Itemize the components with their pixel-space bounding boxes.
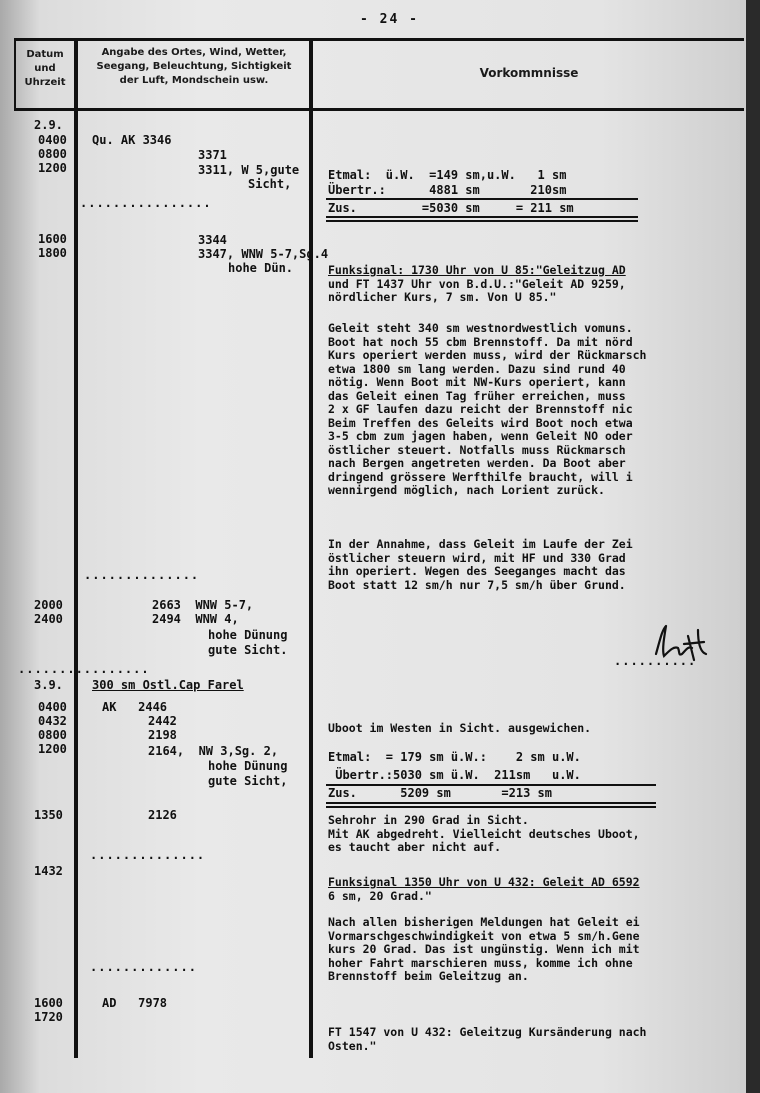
periscope-line3: es taucht aber nicht auf.	[328, 840, 502, 854]
ft-1547-entry	[328, 1026, 647, 1053]
ft-line2: Osten."	[328, 1038, 377, 1053]
periscope-line2: Mit AK abgedreht. Vielleicht deutsches Uboot,	[328, 826, 640, 841]
funksignal-2-line1: Funksignal 1350 Uhr von U 432: Geleit AD 6592	[328, 875, 640, 889]
dot-leader-5: .............	[90, 960, 197, 974]
periscope-line1: Sehrohr in 290 Grad in Sicht.	[328, 813, 529, 827]
place-17: hohe Dünung	[208, 759, 288, 773]
place-7: hohe Dün.	[228, 261, 294, 275]
place-12: 300 sm Ostl.Cap Farel	[92, 678, 244, 692]
place-2: 3371	[198, 148, 227, 162]
dot-leader-2: ..............	[84, 568, 200, 582]
time-1720: 1720	[34, 1010, 63, 1024]
header-date-line3: Uhrzeit	[24, 77, 66, 88]
etmal-1-line2: Übertr.: 4881 sm 210sm	[328, 183, 567, 197]
assume-line2: östlicher steuern wird, mit HF und 330 Grad	[328, 550, 626, 565]
place-11: gute Sicht.	[208, 643, 288, 657]
place-4: Sicht,	[248, 177, 292, 191]
etmal-1-line3: Zus. =5030 sm = 211 sm	[328, 201, 574, 215]
dot-leader-1: ................	[80, 196, 212, 210]
table-top-rule	[14, 38, 744, 41]
place-10: hohe Dünung	[208, 628, 288, 642]
signature-dots: ..........	[614, 654, 697, 668]
time-0432: 0432	[38, 714, 67, 728]
date-2-9: 2.9.	[34, 118, 63, 132]
place-6: 3347, WNW 5-7,Sg.4	[198, 247, 329, 261]
periscope-entry	[328, 814, 640, 855]
place-20: AD 7978	[102, 996, 168, 1010]
funksignal-2	[328, 876, 640, 903]
time-0800: 0800	[38, 147, 67, 161]
header-place	[80, 46, 308, 88]
time-1200: 1200	[38, 161, 67, 175]
header-date-line2: und	[34, 63, 56, 74]
fuel-line8: Beim Treffen des Geleits wird Boot noch etwa	[328, 415, 633, 430]
etmal-2-double-rule-b	[326, 806, 656, 808]
col-divider-1	[74, 38, 78, 1058]
paragraph-assumption	[328, 538, 633, 592]
time-0400: 0400	[38, 133, 67, 147]
ft-line1: FT 1547 von U 432: Geleitzug Kursänderung nach	[328, 1025, 647, 1039]
assume-line4: Boot statt 12 sm/h nur 7,5 sm/h über Grund.	[328, 577, 626, 592]
speed-line1: Nach allen bisherigen Meldungen hat Geleit ei	[328, 915, 640, 929]
place-9: 2494 WNW 4,	[152, 612, 239, 626]
header-events: Vorkommnisse	[479, 66, 579, 80]
place-5: 3344	[198, 233, 227, 247]
fuel-line1: Geleit steht 340 sm westnordwestlich vomuns.	[328, 321, 633, 335]
time-2400: 2400	[34, 612, 63, 626]
place-8: 2663 WNW 5-7,	[152, 598, 254, 612]
etmal-2-line2: Übertr.:5030 sm ü.W. 211sm u.W.	[328, 768, 581, 782]
header-date-line1: Datum	[26, 49, 64, 60]
time-2000: 2000	[34, 598, 63, 612]
time-1350: 1350	[34, 808, 63, 822]
fuel-line3: Kurs operiert werden muss, wird der Rückmarsch	[328, 348, 647, 362]
place-15: 2198	[148, 728, 177, 742]
funksignal-2-line2: 6 sm, 20 Grad."	[328, 888, 432, 903]
fuel-line7: 2 x GF laufen dazu reicht der Brennstoff nic	[328, 402, 633, 416]
speed-line2: Vormarschgeschwindigkeit von etwa 5 sm/h.Gene	[328, 928, 640, 943]
place-19: 2126	[148, 808, 177, 822]
fuel-line11: nach Bergen angetreten werden. Da Boot aber	[328, 456, 626, 470]
header-place-line1: Angabe des Ortes, Wind, Wetter,	[101, 47, 287, 58]
date-3-9: 3.9.	[34, 678, 63, 692]
assume-line3: ihn operiert. Wegen des Seeganges macht das	[328, 564, 626, 578]
funksignal-1	[328, 264, 626, 305]
etmal-1-double-rule-b	[326, 220, 638, 222]
etmal-1-rule	[326, 198, 638, 200]
header-bottom-rule	[14, 108, 744, 111]
time-0400b: 0400	[38, 700, 67, 714]
assume-line1: In der Annahme, dass Geleit im Laufe der Zei	[328, 537, 633, 551]
dot-leader-3: ................	[18, 662, 150, 676]
fuel-line5: nötig. Wenn Boot mit NW-Kurs operiert, kann	[328, 375, 626, 389]
etmal-1-line1: Etmal: ü.W. =149 sm,u.W. 1 sm	[328, 168, 567, 182]
speed-line3: kurs 20 Grad. Das ist ungünstig. Wenn ich mit	[328, 942, 640, 956]
fuel-line2: Boot hat noch 55 cbm Brennstoff. Da mit nörd	[328, 334, 633, 349]
dot-leader-4: ..............	[90, 848, 206, 862]
fuel-line4: etwa 1800 sm lang werden. Dazu sind rund 40	[328, 361, 626, 376]
uboot-sighting: Uboot im Westen in Sicht. ausgewichen.	[328, 721, 592, 735]
place-16: 2164, NW 3,Sg. 2,	[148, 744, 279, 758]
time-1200b: 1200	[38, 742, 67, 756]
speed-line4: hoher Fahrt marschieren muss, komme ich ohne	[328, 955, 633, 970]
header-place-line3: der Luft, Mondschein usw.	[119, 75, 269, 86]
etmal-1-double-rule-a	[326, 216, 638, 218]
paragraph-speed	[328, 916, 640, 984]
fuel-line10: östlicher steuert. Notfalls muss Rückmarsch	[328, 442, 626, 457]
place-1: Qu. AK 3346	[92, 133, 172, 147]
place-3: 3311, W 5,gute	[198, 163, 300, 177]
place-18: gute Sicht,	[208, 774, 288, 788]
page-number: - 24 -	[360, 12, 419, 27]
funksignal-1-line3: nördlicher Kurs, 7 sm. Von U 85."	[328, 290, 557, 304]
etmal-2-line3: Zus. 5209 sm =213 sm	[328, 786, 552, 800]
header-place-line2: Seegang, Beleuchtung, Sichtigkeit	[96, 61, 292, 72]
header-date	[16, 48, 74, 90]
etmal-2-double-rule-a	[326, 802, 656, 804]
etmal-2-line1: Etmal: = 179 sm ü.W.: 2 sm u.W.	[328, 750, 581, 764]
time-0800b: 0800	[38, 728, 67, 742]
place-14: 2442	[148, 714, 177, 728]
fuel-line9: 3-5 cbm zum jagen haben, wenn Geleit NO oder	[328, 429, 633, 443]
funksignal-1-line1: Funksignal: 1730 Uhr von U 85:"Geleitzug AD	[328, 263, 626, 277]
col-divider-2	[309, 38, 313, 1058]
speed-line5: Brennstoff beim Geleitzug an.	[328, 969, 529, 983]
fuel-line6: das Geleit einen Tag früher erreichen, muss	[328, 388, 626, 403]
paragraph-fuel	[328, 322, 647, 498]
funksignal-1-line2: und FT 1437 Uhr von B.d.U.:"Geleit AD 9259,	[328, 276, 626, 291]
scan-edge	[746, 0, 760, 1093]
time-1800: 1800	[38, 246, 67, 260]
fuel-line12: dringend grössere Werfthilfe braucht, will i	[328, 469, 633, 484]
time-1600: 1600	[38, 232, 67, 246]
place-13: AK 2446	[102, 700, 168, 714]
fuel-line13: wennirgend möglich, nach Lorient zurück.	[328, 483, 605, 497]
time-1432: 1432	[34, 864, 63, 878]
time-1600b: 1600	[34, 996, 63, 1010]
